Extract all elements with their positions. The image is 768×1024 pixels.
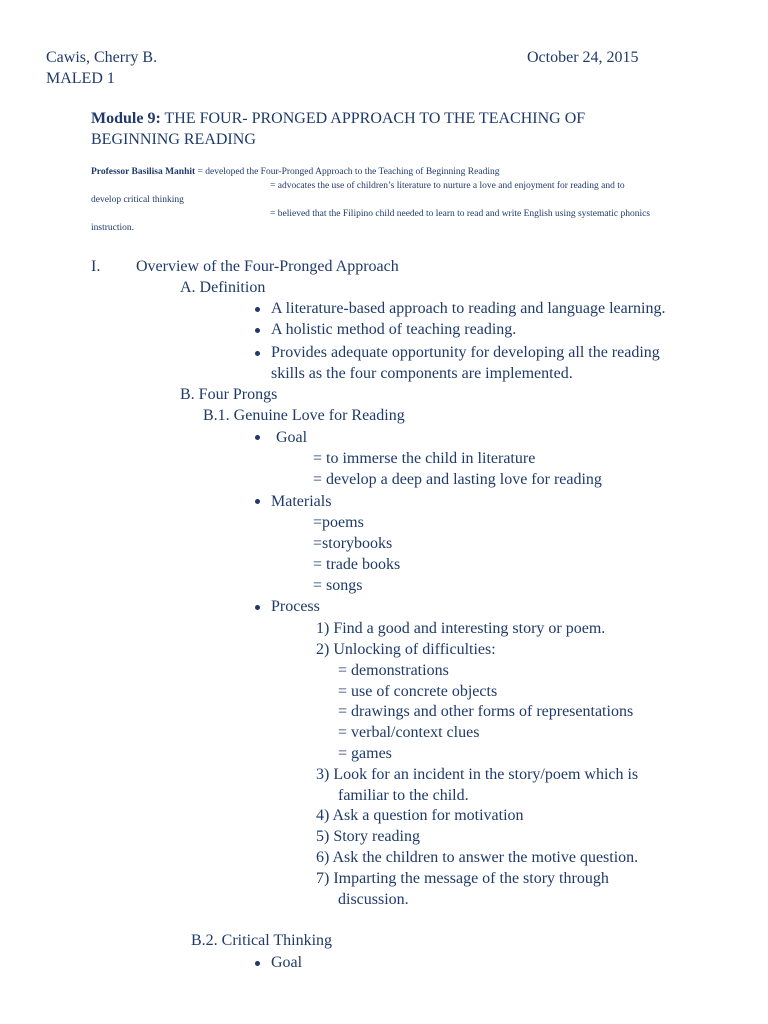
process-step-2-sub: = games: [338, 745, 392, 762]
prong-b1-heading: B.1. Genuine Love for Reading: [203, 407, 405, 424]
definition-heading: A. Definition: [180, 279, 266, 296]
four-prongs-heading: B. Four Prongs: [180, 386, 278, 403]
prong-b2-heading: B.2. Critical Thinking: [191, 932, 333, 949]
professor-desc3a: = believed that the Filipino child needed to learn to read and write English using systematic phonics: [270, 209, 650, 219]
b1-goal-item: = develop a deep and lasting love for reading: [313, 471, 602, 488]
professor-desc2a: = advocates the use of children’s literature to nurture a love and enjoyment for reading and to: [270, 181, 625, 191]
bullet-icon: [255, 499, 260, 504]
process-step-3-continued: familiar to the child.: [338, 787, 469, 804]
bullet-icon: [255, 435, 260, 440]
b1-materials-item: = songs: [313, 577, 363, 594]
definition-item: Provides adequate opportunity for developing all the reading: [271, 344, 660, 361]
definition-item: A literature-based approach to reading and language learning.: [271, 300, 666, 317]
process-step-1: 1) Find a good and interesting story or poem.: [316, 620, 606, 637]
bullet-icon: [255, 605, 260, 610]
definition-item-continued: skills as the four components are implemented.: [271, 365, 573, 382]
process-step-2-sub: = verbal/context clues: [338, 724, 480, 741]
professor-name: Professor Basilisa Manhit: [91, 167, 196, 177]
module-title-line1: THE FOUR- PRONGED APPROACH TO THE TEACHING OF: [164, 110, 586, 127]
b1-goal-label: Goal: [276, 429, 308, 446]
b1-materials-item: =poems: [313, 514, 364, 531]
b1-goal-item: = to immerse the child in literature: [313, 450, 536, 467]
process-step-6: 6) Ask the children to answer the motive question.: [316, 849, 639, 866]
module-title: [91, 111, 585, 127]
professor-desc1: = developed the Four-Pronged Approach to the Teaching of Beginning Reading: [197, 167, 500, 177]
professor-desc2b: develop critical thinking: [91, 195, 184, 205]
b1-materials-item: =storybooks: [313, 535, 393, 552]
module-title-line2: BEGINNING READING: [91, 131, 256, 148]
professor-desc3b: instruction.: [91, 223, 135, 233]
module-label: Module 9:: [91, 110, 161, 127]
process-step-2-sub: = use of concrete objects: [338, 683, 498, 700]
process-step-7: 7) Imparting the message of the story through: [316, 870, 609, 887]
bullet-icon: [255, 961, 260, 966]
b1-materials-item: = trade books: [313, 556, 401, 573]
bullet-icon: [255, 307, 260, 312]
process-step-7-continued: discussion.: [338, 891, 409, 908]
process-step-4: 4) Ask a question for motivation: [316, 807, 524, 824]
section-heading: Overview of the Four-Pronged Approach: [136, 258, 399, 275]
process-step-2-sub: = demonstrations: [338, 662, 449, 679]
b2-goal-label: Goal: [271, 954, 303, 971]
b1-process-label: Process: [271, 598, 320, 615]
definition-item: A holistic method of teaching reading.: [271, 321, 517, 338]
bullet-icon: [255, 351, 260, 356]
professor-line1: [91, 168, 499, 178]
process-step-3: 3) Look for an incident in the story/poem which is: [316, 766, 639, 783]
document-date: October 24, 2015: [527, 49, 639, 66]
section-numeral: I.: [91, 258, 101, 275]
course-code: MALED 1: [46, 70, 115, 87]
b1-materials-label: Materials: [271, 493, 332, 510]
author-name: Cawis, Cherry B.: [46, 49, 158, 66]
bullet-icon: [255, 328, 260, 333]
process-step-2: 2) Unlocking of difficulties:: [316, 641, 496, 658]
process-step-2-sub: = drawings and other forms of representations: [338, 703, 634, 720]
process-step-5: 5) Story reading: [316, 828, 420, 845]
